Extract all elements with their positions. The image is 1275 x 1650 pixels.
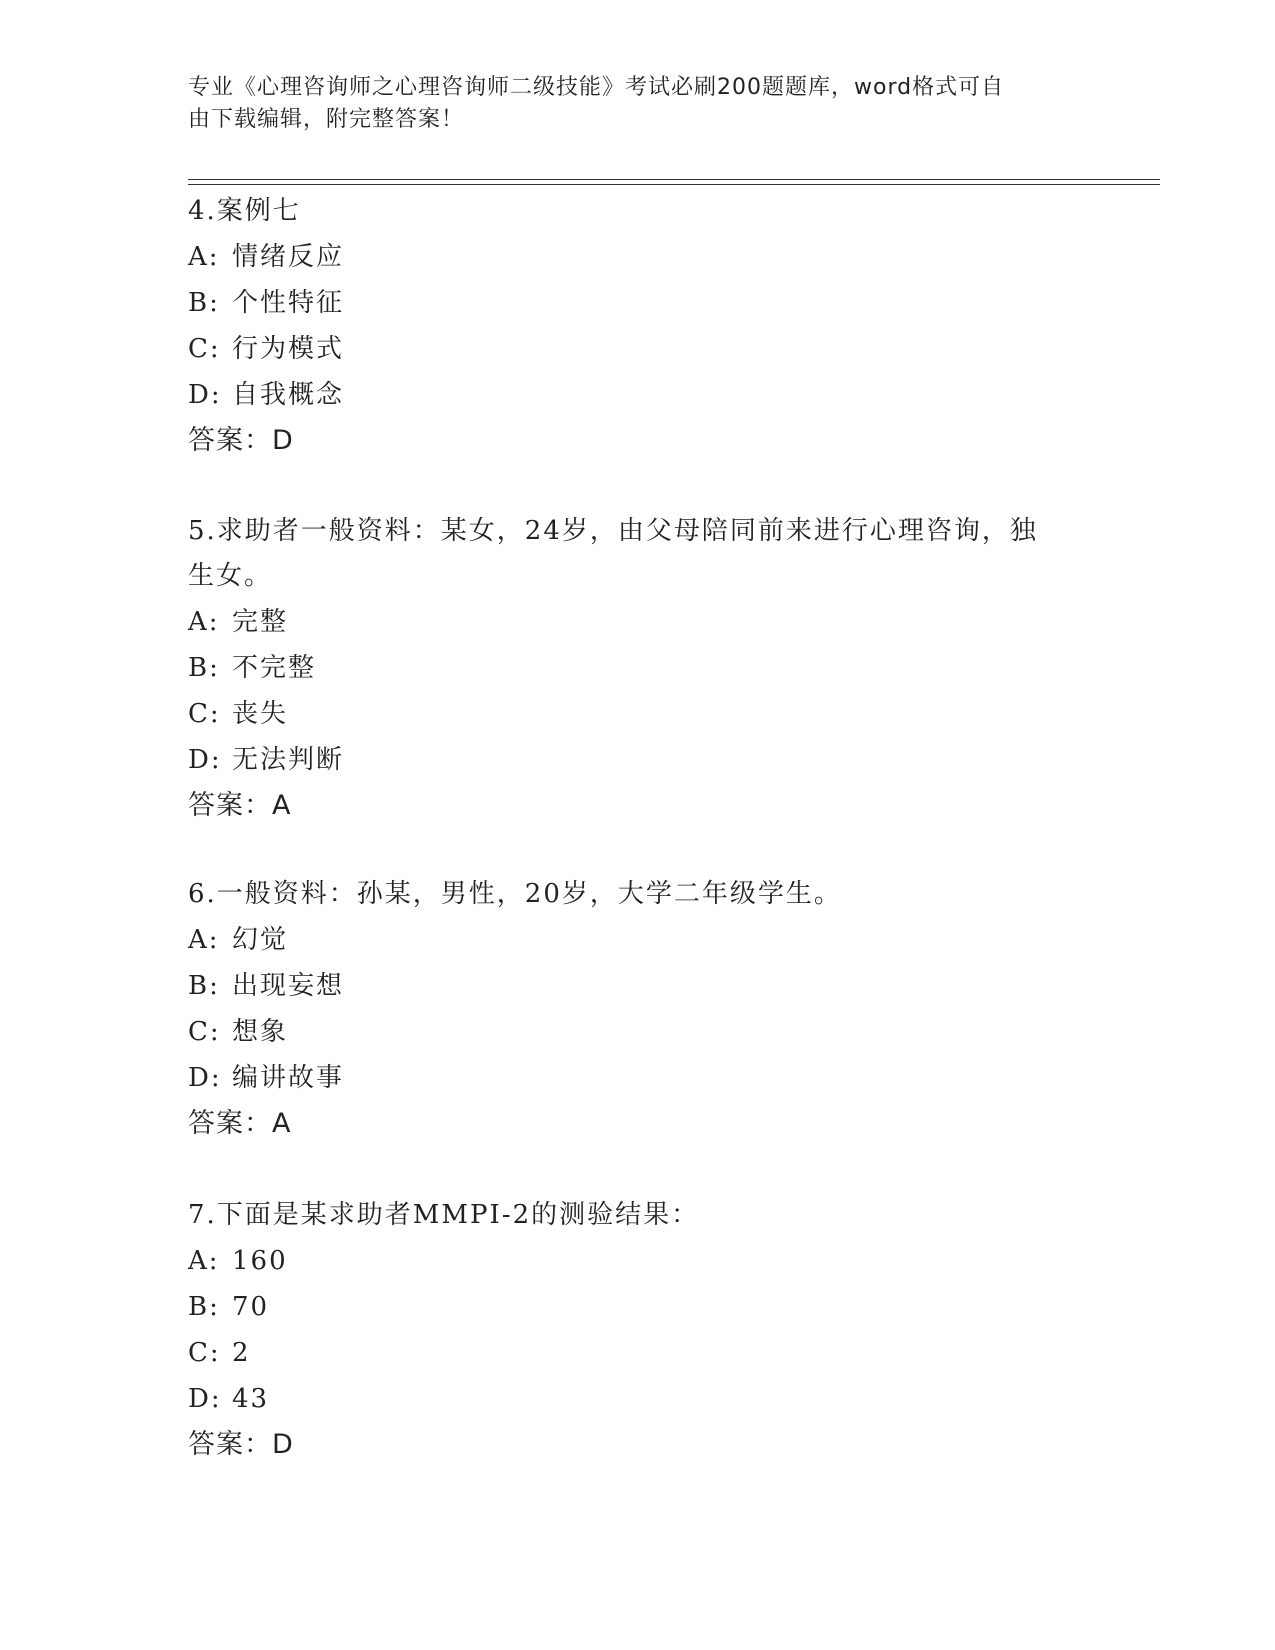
option-text: 幻觉 — [232, 925, 289, 955]
option-d — [188, 372, 1088, 418]
option-text: 自我概念 — [232, 380, 345, 410]
option-a — [188, 599, 1088, 645]
option-letter: C: — [188, 334, 221, 364]
question-block — [188, 1193, 1088, 1468]
option-letter: D: — [188, 1384, 222, 1414]
option-text: 个性特征 — [232, 288, 345, 318]
option-c — [188, 326, 1088, 372]
header-divider-bottom — [188, 184, 1160, 185]
option-b — [188, 1284, 1088, 1330]
question-block — [188, 872, 1088, 1147]
option-text: 编讲故事 — [232, 1063, 345, 1093]
option-text: 丧失 — [232, 699, 289, 729]
option-letter: A: — [188, 607, 220, 637]
question-text: 5.求助者一般资料：某女，24岁，由父母陪同前来进行心理咨询，独 — [188, 516, 1038, 546]
option-c — [188, 1009, 1088, 1055]
option-a — [188, 917, 1088, 963]
option-text: 不完整 — [232, 653, 317, 683]
question-block — [188, 509, 1088, 829]
option-letter: D: — [188, 745, 222, 775]
option-letter: D: — [188, 1063, 222, 1093]
option-d — [188, 1055, 1088, 1101]
option-d — [188, 1376, 1088, 1422]
document-header — [188, 72, 1068, 136]
option-a — [188, 1238, 1088, 1284]
option-text: 行为模式 — [232, 334, 345, 364]
option-d — [188, 737, 1088, 783]
question-text-continued: 生女。 — [188, 561, 273, 591]
option-letter: C: — [188, 699, 221, 729]
option-letter: A: — [188, 925, 220, 955]
option-b — [188, 280, 1088, 326]
header-divider-top — [188, 179, 1160, 180]
option-letter: B: — [188, 653, 220, 683]
option-text: 2 — [232, 1338, 251, 1368]
option-text: 出现妄想 — [232, 971, 345, 1001]
option-text: 情绪反应 — [232, 242, 345, 272]
option-text: 70 — [232, 1292, 270, 1322]
answer-line: 答案：D — [188, 425, 294, 456]
option-text: 想象 — [232, 1017, 289, 1047]
question-block — [188, 189, 1088, 464]
question-text: 4.案例七 — [188, 196, 301, 226]
option-letter: B: — [188, 288, 220, 318]
header-line-2: 由下载编辑，附完整答案！ — [188, 107, 465, 132]
option-text: 160 — [232, 1246, 288, 1276]
option-letter: B: — [188, 1292, 220, 1322]
question-text: 6.一般资料：孙某，男性，20岁，大学二年级学生。 — [188, 879, 842, 909]
answer-line: 答案：A — [188, 790, 292, 821]
option-c — [188, 1330, 1088, 1376]
option-a — [188, 234, 1088, 280]
answer-line: 答案：D — [188, 1429, 294, 1460]
option-letter: C: — [188, 1338, 221, 1368]
question-text: 7.下面是某求助者MMPI-2的测验结果： — [188, 1200, 700, 1230]
option-text: 完整 — [232, 607, 289, 637]
option-text: 无法判断 — [232, 745, 345, 775]
option-b — [188, 963, 1088, 1009]
option-b — [188, 645, 1088, 691]
header-line-1: 专业《心理咨询师之心理咨询师二级技能》考试必刷200题题库，word格式可自 — [188, 75, 1005, 100]
option-text: 43 — [232, 1384, 270, 1414]
option-letter: B: — [188, 971, 220, 1001]
option-letter: A: — [188, 242, 220, 272]
option-letter: D: — [188, 380, 222, 410]
answer-line: 答案：A — [188, 1108, 292, 1139]
option-letter: C: — [188, 1017, 221, 1047]
option-letter: A: — [188, 1246, 220, 1276]
option-c — [188, 691, 1088, 737]
